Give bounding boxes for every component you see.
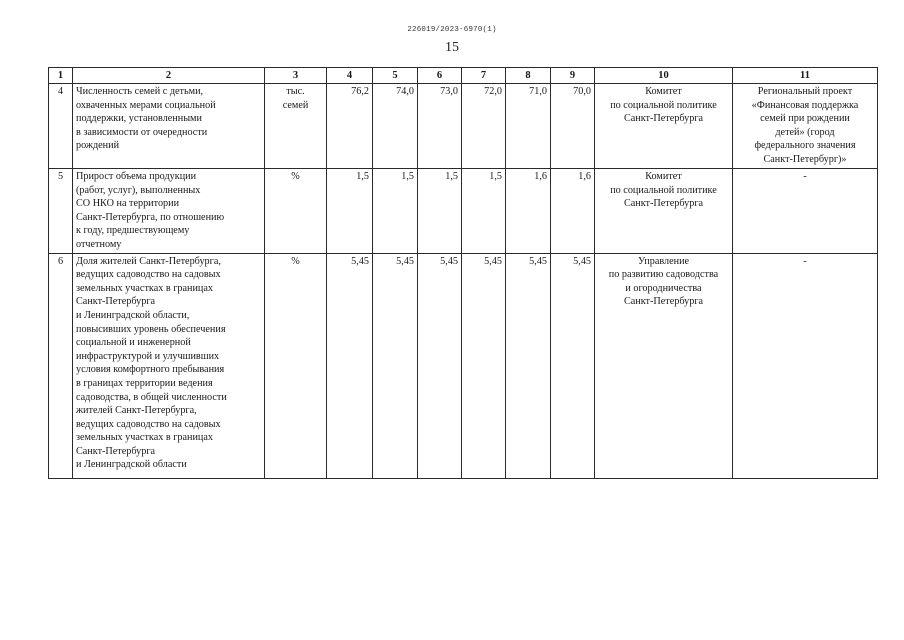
column-header: 2 xyxy=(73,68,265,84)
responsible-line: Комитет xyxy=(645,171,682,182)
responsible-line: по социальной политике xyxy=(610,99,717,111)
indicator-name xyxy=(73,253,265,478)
indicators-table xyxy=(48,67,878,479)
indicator-name-line: и Ленинградской области xyxy=(76,459,187,471)
unit-line: % xyxy=(291,255,300,267)
row-number: 5 xyxy=(49,169,73,254)
responsible-line: Санкт-Петербурга xyxy=(623,198,704,210)
responsible-line: по социальной политике xyxy=(610,184,717,196)
indicator-name-line: садоводства, в общей численности xyxy=(76,391,227,403)
indicator-name-line: Санкт-Петербурга xyxy=(76,296,156,308)
responsible-executor xyxy=(595,84,733,169)
value-cell: 1,5 xyxy=(462,169,506,254)
value-cell: 5,45 xyxy=(373,253,418,478)
project-line: - xyxy=(803,255,807,267)
column-header: 3 xyxy=(265,68,327,84)
responsible-line: Управление xyxy=(637,255,690,267)
responsible-executor xyxy=(595,169,733,254)
value-cell: 1,5 xyxy=(418,169,462,254)
project-line: Региональный проект xyxy=(757,86,853,97)
indicator-name-line: охваченных мерами социальной xyxy=(76,99,216,111)
indicator-name-line: Санкт-Петербурга xyxy=(76,445,156,457)
indicator-name-line: СО НКО на территории xyxy=(76,198,180,210)
unit-cell xyxy=(265,253,327,478)
project-line: Санкт-Петербург)» xyxy=(763,153,847,165)
value-cell: 5,45 xyxy=(327,253,373,478)
value-cell: 72,0 xyxy=(462,84,506,169)
value-cell: 1,6 xyxy=(551,169,595,254)
column-header: 7 xyxy=(462,68,506,84)
indicator-name-line: Санкт-Петербурга, по отношению xyxy=(76,211,225,223)
value-cell: 76,2 xyxy=(327,84,373,169)
indicator-name-line: Прирост объема продукции xyxy=(76,171,197,182)
indicator-name-line: ведущих садоводство на садовых xyxy=(76,269,221,281)
value-cell: 5,45 xyxy=(551,253,595,478)
responsible-line: и огородничества xyxy=(625,282,702,294)
indicator-name-line: в зависимости от очередности xyxy=(76,126,208,138)
indicator-name-line: рождений xyxy=(76,140,120,152)
indicator-name-line: условия комфортного пребывания xyxy=(76,364,225,376)
project-line: федерального значения xyxy=(754,140,856,152)
indicator-name-line: и Ленинградской области, xyxy=(76,309,190,321)
indicator-name-line: Численность семей с детьми, xyxy=(76,86,204,97)
indicator-name-line: земельных участках в границах xyxy=(76,282,213,294)
indicator-name-line: отчетному xyxy=(76,238,122,250)
column-header: 1 xyxy=(49,68,73,84)
indicator-name-line: земельных участках в границах xyxy=(76,432,213,444)
value-cell: 73,0 xyxy=(418,84,462,169)
value-cell: 5,45 xyxy=(506,253,551,478)
indicator-name-line: инфраструктурой и улучшивших xyxy=(76,350,220,362)
column-header: 6 xyxy=(418,68,462,84)
column-header: 5 xyxy=(373,68,418,84)
document-registration-number: 226019/2023-6970(1) xyxy=(407,26,497,34)
value-cell: 1,5 xyxy=(327,169,373,254)
unit-cell xyxy=(265,169,327,254)
column-header: 9 xyxy=(551,68,595,84)
indicator-name xyxy=(73,84,265,169)
value-cell: 1,6 xyxy=(506,169,551,254)
project-line: детей» (город xyxy=(775,126,835,138)
table-row xyxy=(49,84,878,169)
value-cell: 74,0 xyxy=(373,84,418,169)
page-number: 15 xyxy=(445,40,459,55)
responsible-line: по развитию садоводства xyxy=(608,269,719,281)
regional-project xyxy=(733,253,878,478)
indicator-name-line: повысивших уровень обеспечения xyxy=(76,323,226,335)
indicator-name-line: к году, предшествующему xyxy=(76,225,190,237)
unit-line: тыс. xyxy=(286,86,305,97)
indicator-name-line: ведущих садоводство на садовых xyxy=(76,418,221,430)
indicator-name-line: Доля жителей Санкт-Петербурга, xyxy=(76,255,221,267)
responsible-line: Комитет xyxy=(645,86,682,97)
table-header-row xyxy=(49,68,878,84)
responsible-line: Санкт-Петербурга xyxy=(623,296,704,308)
value-cell: 5,45 xyxy=(462,253,506,478)
value-cell: 5,45 xyxy=(418,253,462,478)
table-row xyxy=(49,253,878,478)
indicator-name-line: жителей Санкт-Петербурга, xyxy=(76,405,197,417)
indicator-name-line: социальной и инженерной xyxy=(76,337,191,349)
indicator-name-line: в границах территории ведения xyxy=(76,377,213,389)
column-header: 8 xyxy=(506,68,551,84)
indicator-name-line: поддержки, установленными xyxy=(76,113,202,125)
indicator-name xyxy=(73,169,265,254)
responsible-executor xyxy=(595,253,733,478)
project-line: «Финансовая поддержка xyxy=(751,99,859,111)
regional-project xyxy=(733,84,878,169)
unit-cell xyxy=(265,84,327,169)
column-header: 4 xyxy=(327,68,373,84)
column-header: 10 xyxy=(595,68,733,84)
project-line: - xyxy=(803,171,807,182)
project-line: семей при рождении xyxy=(760,113,850,125)
value-cell: 71,0 xyxy=(506,84,551,169)
row-number: 4 xyxy=(49,84,73,169)
responsible-line: Санкт-Петербурга xyxy=(623,113,704,125)
table-row xyxy=(49,169,878,254)
value-cell: 1,5 xyxy=(373,169,418,254)
unit-line: семей xyxy=(282,99,309,111)
column-header: 11 xyxy=(733,68,878,84)
regional-project xyxy=(733,169,878,254)
value-cell: 70,0 xyxy=(551,84,595,169)
row-number: 6 xyxy=(49,253,73,478)
indicator-name-line: (работ, услуг), выполненных xyxy=(76,184,201,196)
unit-line: % xyxy=(291,171,300,182)
